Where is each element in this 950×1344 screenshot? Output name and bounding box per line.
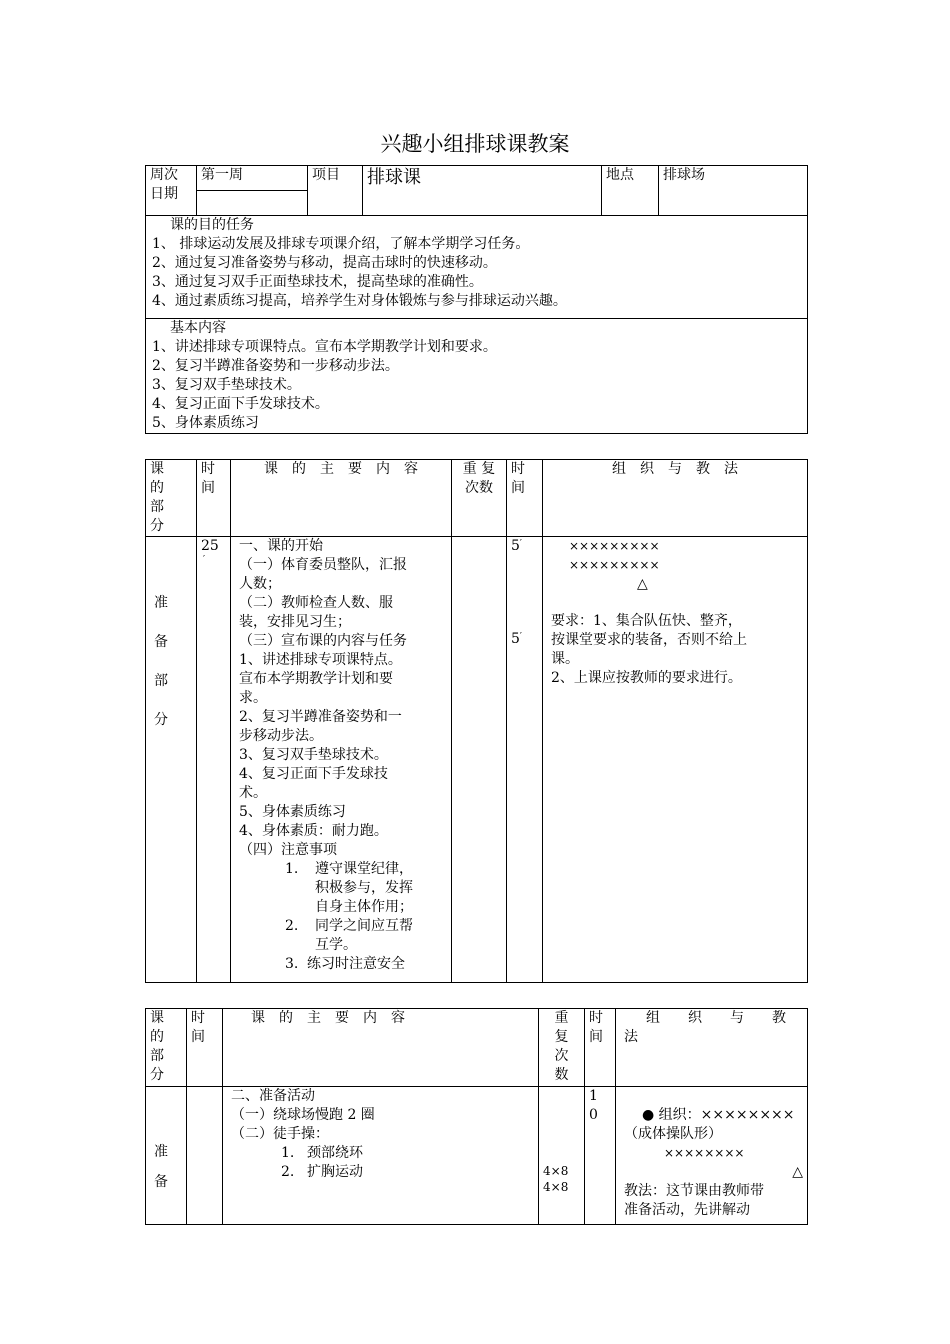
repeat-header [539, 1009, 585, 1087]
content-heading: 基本内容 [170, 320, 226, 336]
repeat-header-char: 次 [554, 1048, 569, 1064]
part-header-char: 分 [150, 1067, 164, 1083]
time2-header-char: 间 [511, 480, 525, 496]
objectives-section [146, 216, 808, 319]
date-label: 日期 [150, 186, 178, 202]
main-line: （二）徒手操： [231, 1126, 329, 1142]
time2-header [585, 1009, 616, 1087]
main-content-line: （三）宣布课的内容与任务 [239, 633, 407, 649]
note-item [239, 917, 447, 955]
time2-b: 5 [511, 631, 520, 647]
week-date-label-cell [146, 166, 197, 216]
part-header-char: 部 [150, 499, 164, 515]
content-item: 2、复习半蹲准备姿势和一步移动步法。 [152, 358, 399, 374]
repeat-header-line: 次数 [465, 480, 493, 496]
bullet-icon: ● [642, 1107, 655, 1123]
formation-row: ××××××××× [569, 558, 660, 572]
week-value-cell [197, 166, 308, 191]
requirement-line: 按课堂要求的装备，否则不给上 [551, 632, 747, 648]
org-cell [543, 537, 808, 983]
part-char: 准 [154, 1144, 168, 1160]
note-line: 遵守课堂纪律， [315, 861, 413, 877]
main-content-line: （一）体育委员整队，汇报 [239, 557, 407, 573]
objective-item: 3、通过复习双手正面垫球技术，提高垫球的准确性。 [152, 274, 483, 290]
main-content-line: 1、讲述排球专项课特点。 [239, 652, 402, 668]
time2-header-char: 间 [589, 1029, 603, 1045]
main-content-header: 课 的 主 要 内 容 [231, 460, 452, 537]
lesson-table-2 [145, 1008, 808, 1225]
time-value: 25 [201, 538, 219, 554]
main-content-line: 5、身体素质练习 [239, 804, 346, 820]
content-item: 3、复习双手垫球技术。 [152, 377, 301, 393]
part-header-char: 课 [150, 1010, 164, 1026]
time-header [197, 460, 231, 537]
item-label: 项目 [312, 167, 340, 183]
requirement-line: 2、上课应按教师的要求进行。 [551, 670, 742, 686]
time2-value [511, 630, 538, 649]
formation-row: ×××××××× [664, 1146, 745, 1160]
objectives-heading: 课的目的任务 [170, 217, 254, 233]
place-value-cell [659, 166, 808, 216]
week-label: 周次 [150, 167, 178, 183]
note-line: 练习时注意安全 [307, 956, 405, 972]
place-label: 地点 [606, 167, 634, 183]
teacher-mark: △ [792, 1164, 803, 1180]
header-table [145, 165, 808, 434]
note-line: 互学。 [315, 937, 357, 953]
repeat-cell [539, 1087, 585, 1225]
time-cell [197, 537, 231, 983]
part-header-char: 部 [150, 1048, 164, 1064]
time2-a: 5 [511, 538, 520, 554]
main-line: 二、准备活动 [231, 1088, 315, 1104]
part-char: 备 [154, 1174, 168, 1190]
repeat-header [452, 460, 507, 537]
time2-header [507, 460, 543, 537]
page-title: 兴趣小组排球课教案 [380, 132, 570, 156]
place-value: 排球场 [663, 167, 705, 183]
time-header-char: 间 [191, 1029, 205, 1045]
part-header-char: 分 [150, 518, 164, 534]
part-char: 准 [154, 595, 168, 611]
date-value-cell [197, 191, 308, 216]
lesson-table-1 [145, 459, 808, 983]
main-content-line: 4、身体素质：耐力跑。 [239, 823, 388, 839]
formation-row: ××××××××× [569, 539, 660, 553]
part-header-char: 的 [150, 1029, 164, 1045]
repeat-cell [452, 537, 507, 983]
note-item [239, 860, 447, 917]
main-content-line: （四）注意事项 [239, 842, 337, 858]
place-label-cell [602, 166, 659, 216]
time-header-char: 时 [191, 1010, 205, 1026]
notes-list [239, 860, 447, 974]
repeat-value: 4×8 [543, 1164, 569, 1178]
part-header [146, 460, 197, 537]
objective-item: 4、通过素质练习提高，培养学生对身体锻炼与参与排球运动兴趣。 [152, 293, 567, 309]
org-line: 教法：这节课由教师带 [624, 1183, 764, 1199]
part-char: 部 [154, 673, 168, 689]
repeat-value: 4×8 [543, 1180, 569, 1194]
part-char: 分 [154, 712, 168, 728]
teacher-mark: △ [637, 576, 648, 592]
exercise-num: 1. [281, 1145, 295, 1161]
objective-item: 1、 排球运动发展及排球专项课介绍，了解本学期学习任务。 [152, 236, 530, 252]
time2-digit: 1 [589, 1088, 598, 1104]
note-num: 3. [285, 956, 299, 972]
org-line: 准备活动，先讲解动 [624, 1202, 750, 1218]
repeat-header-char: 复 [554, 1029, 569, 1045]
exercise-item [231, 1144, 534, 1163]
content-section [146, 319, 808, 434]
time-header [187, 1009, 223, 1087]
exercise-text: 颈部绕环 [307, 1145, 363, 1161]
main-content-line: 宣布本学期教学计划和要 [239, 671, 393, 687]
objective-item: 2、通过复习准备姿势与移动，提高击球时的快速移动。 [152, 255, 497, 271]
week-value: 第一周 [201, 167, 243, 183]
org-text: 组织：×××××××× [658, 1107, 795, 1123]
org-header [616, 1009, 808, 1087]
org-header-line: 组 织 与 教 [646, 1010, 786, 1026]
note-item [239, 955, 447, 974]
time2-mark: ′ [519, 632, 522, 642]
time2-cell [585, 1087, 616, 1225]
org-header: 组 织 与 教 法 [543, 460, 808, 537]
org-header-line: 法 [624, 1029, 638, 1045]
repeat-header-char: 重 [554, 1010, 569, 1026]
note-line: 积极参与，发挥 [315, 880, 413, 896]
part-header-char: 课 [150, 461, 164, 477]
time-cell [187, 1087, 223, 1225]
org-line [624, 1106, 803, 1125]
content-item: 5、身体素质练习 [152, 415, 259, 431]
time-mark: ′ [203, 555, 206, 565]
main-content-cell [223, 1087, 539, 1225]
main-content-line: 一、课的开始 [239, 538, 323, 554]
part-char: 备 [154, 634, 168, 650]
main-content-line: 3、复习双手垫球技术。 [239, 747, 388, 763]
time2-header-char: 时 [589, 1010, 603, 1026]
note-num: 2. [285, 918, 299, 934]
main-content-line: 人数； [239, 576, 281, 592]
part-cell [146, 537, 197, 983]
content-item: 4、复习正面下手发球技术。 [152, 396, 329, 412]
main-content-line: 2、复习半蹲准备姿势和一 [239, 709, 402, 725]
exercise-text: 扩胸运动 [307, 1164, 363, 1180]
main-content-line: （二）教师检查人数、服 [239, 595, 393, 611]
note-num: 1. [285, 861, 299, 877]
main-content-line: 步移动步法。 [239, 728, 323, 744]
part-header-char: 的 [150, 480, 164, 496]
time-header-char: 间 [201, 480, 215, 496]
main-content-cell [231, 537, 452, 983]
repeat-header-line: 重 复 [462, 461, 496, 477]
item-value: 排球课 [367, 167, 421, 188]
item-value-cell [363, 166, 602, 216]
time2-value [511, 537, 538, 556]
org-cell [616, 1087, 808, 1225]
main-content-line: 求。 [239, 690, 267, 706]
exercise-item [231, 1163, 534, 1182]
requirement-line: 课。 [551, 651, 579, 667]
time2-digit: 0 [589, 1107, 598, 1123]
main-content-header: 课 的 主 要 内 容 [223, 1009, 539, 1087]
part-cell [146, 1087, 187, 1225]
part-header [146, 1009, 187, 1087]
note-line: 自身主体作用； [315, 899, 413, 915]
repeat-header-char: 数 [554, 1067, 569, 1083]
exercise-num: 2. [281, 1164, 295, 1180]
org-line: （成体操队形） [624, 1126, 722, 1142]
main-line: （一）绕球场慢跑 2 圈 [231, 1107, 375, 1123]
main-content-lines [239, 537, 447, 860]
main-content-line: 装，安排见习生； [239, 614, 351, 630]
main-content-line: 术。 [239, 785, 267, 801]
time2-mark: ′ [519, 539, 522, 549]
requirement-line: 要求：1、集合队伍快、整齐， [551, 613, 742, 629]
time-header-char: 时 [201, 461, 215, 477]
main-content-line: 4、复习正面下手发球技 [239, 766, 388, 782]
time2-cell [507, 537, 543, 983]
content-item: 1、讲述排球专项课特点。宣布本学期教学计划和要求。 [152, 339, 497, 355]
note-line: 同学之间应互帮 [315, 918, 413, 934]
item-label-cell [308, 166, 363, 216]
time2-header-char: 时 [511, 461, 525, 477]
